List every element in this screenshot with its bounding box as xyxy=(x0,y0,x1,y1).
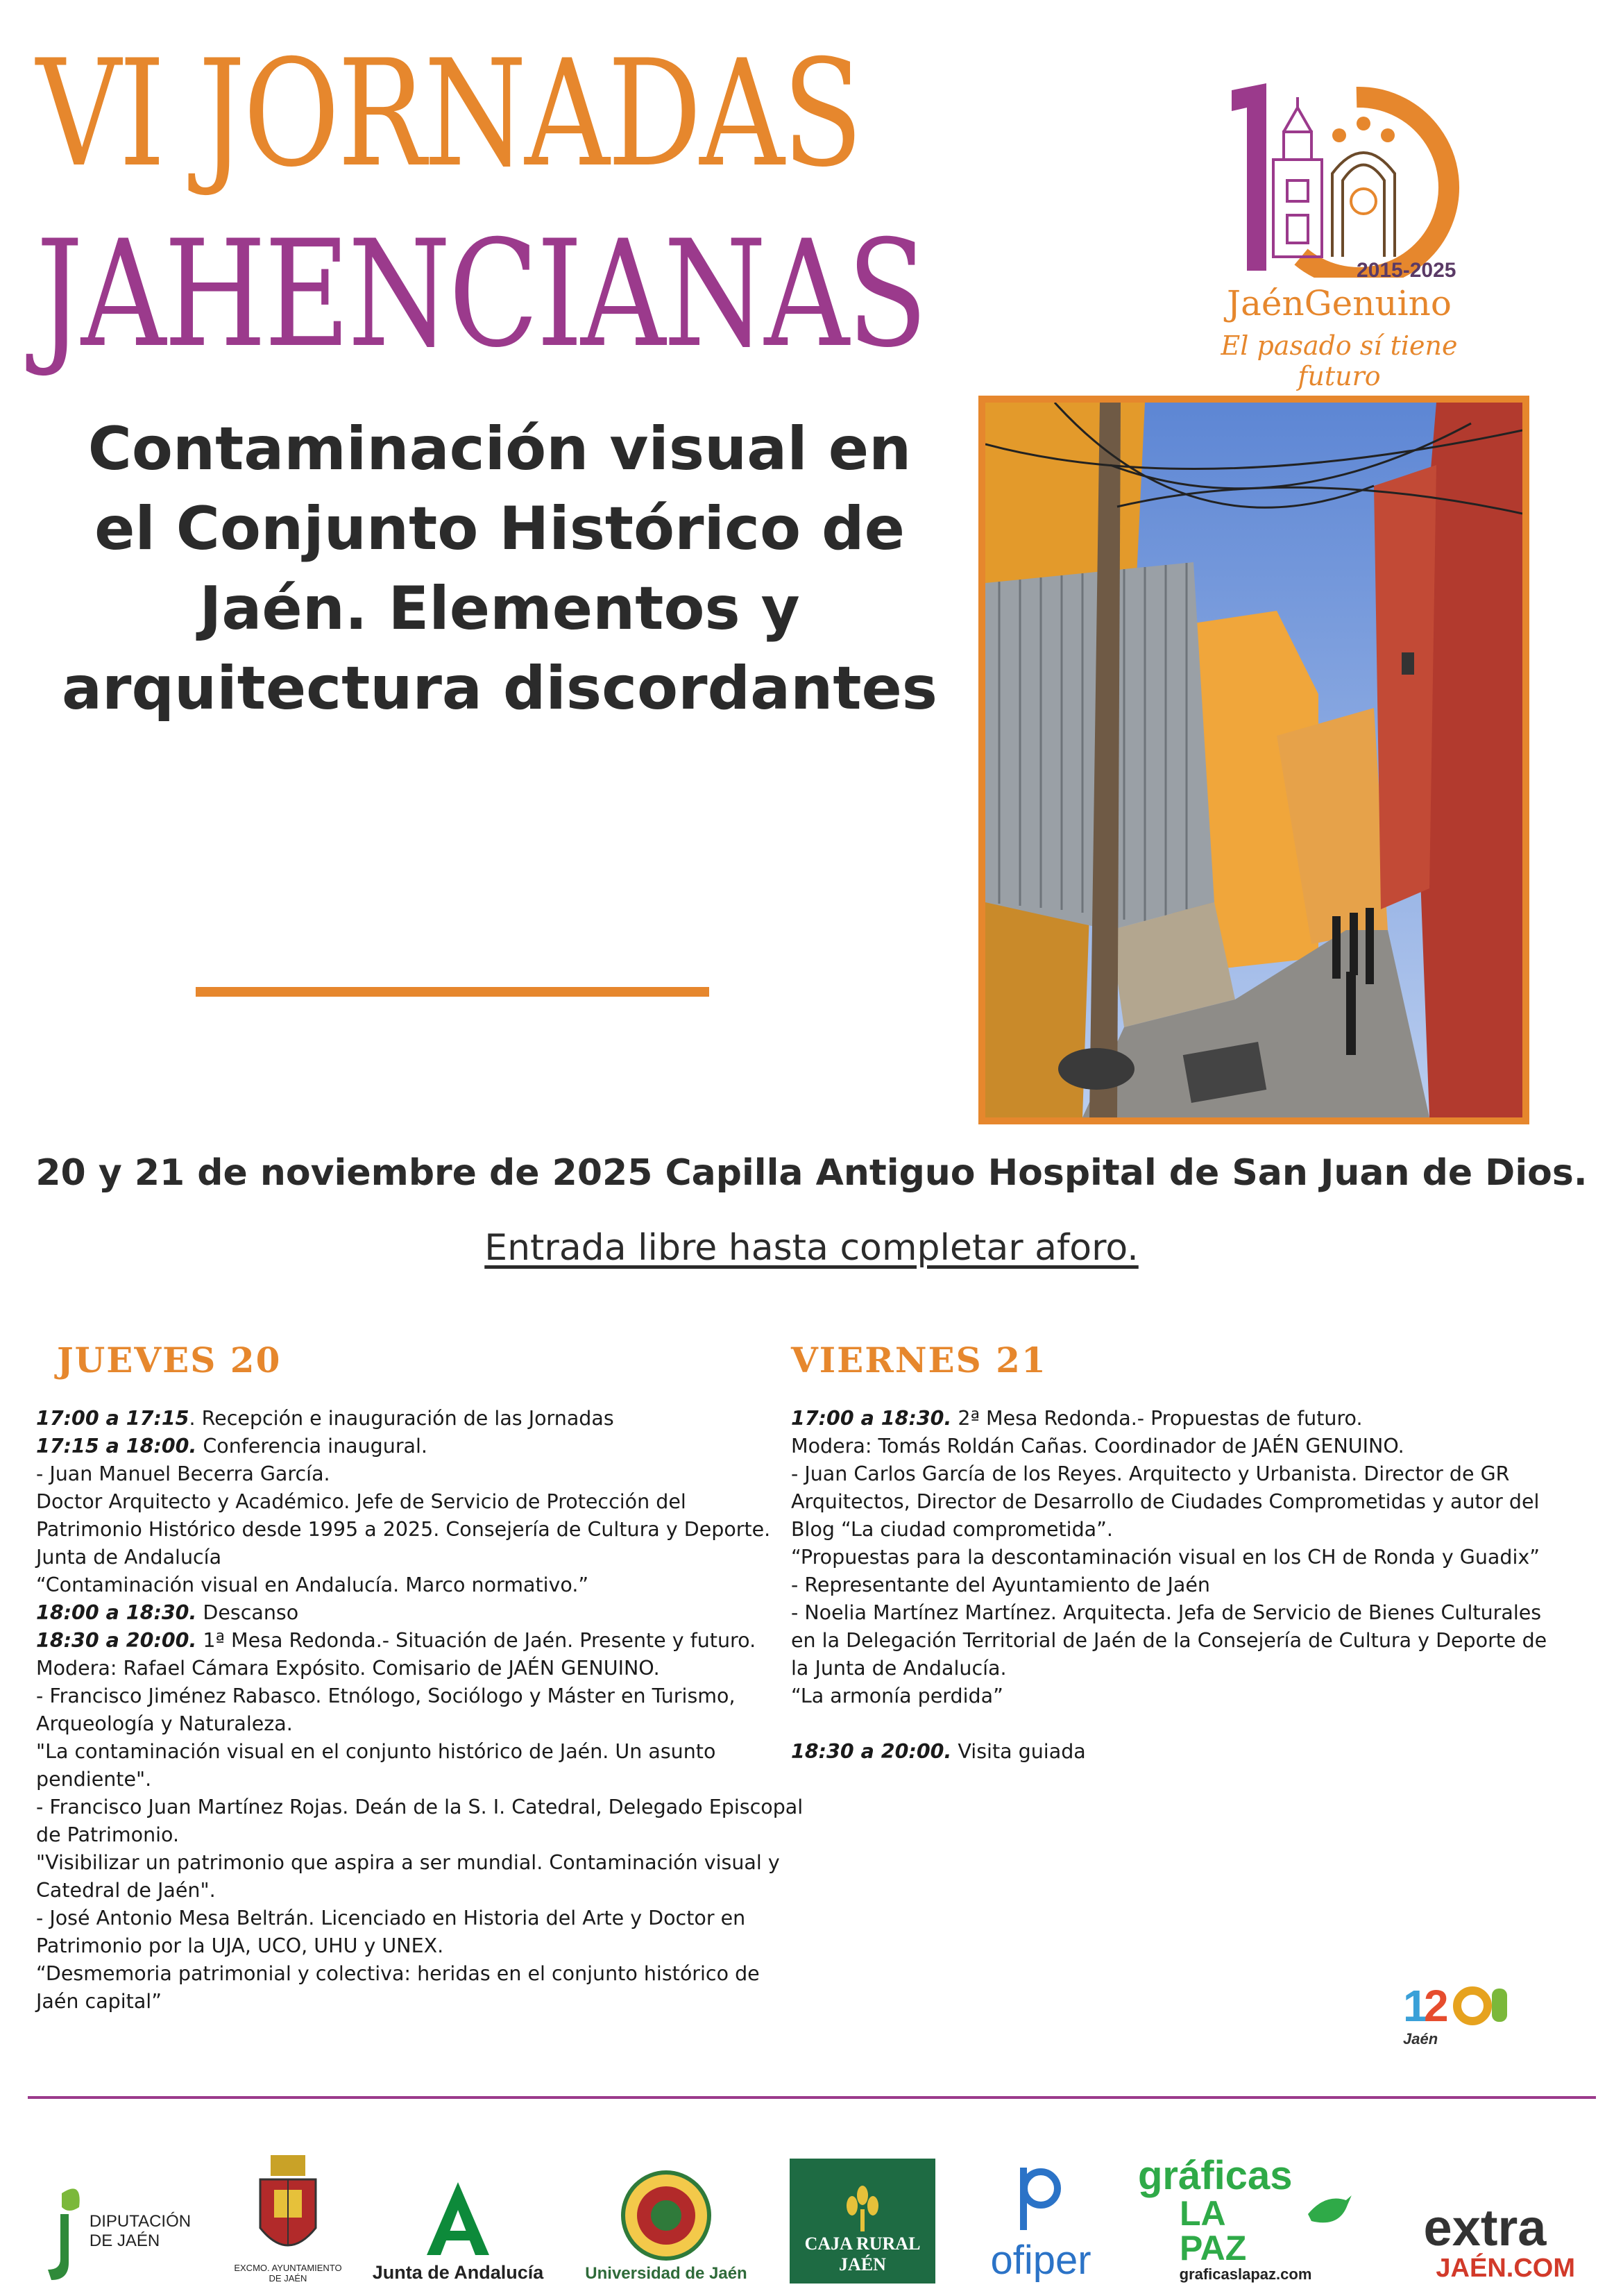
sponsor-ayuntamiento-jaen xyxy=(229,2131,347,2284)
day2-program xyxy=(791,1405,1547,1766)
program-time: 17:15 a 18:00. xyxy=(36,1435,197,1458)
program-text: en la Delegación Territorial de Jaén de la Consejería de Cultura y Deporte de xyxy=(791,1629,1547,1652)
svg-text:1: 1 xyxy=(1403,1981,1428,2030)
program-time: 18:30 a 20:00. xyxy=(791,1740,952,1763)
sponsor-label: DIPUTACIÓN xyxy=(89,2212,192,2231)
program-text: Patrimonio por la UJA, UCO, UHU y UNEX. xyxy=(36,1934,444,1957)
program-line xyxy=(791,1488,1540,1516)
program-line xyxy=(36,1516,772,1544)
title-line-2: JAHENCIANAS xyxy=(36,208,926,380)
program-text: . Recepción e inauguración de las Jornadas xyxy=(189,1407,614,1430)
program-text: la Junta de Andalucía. xyxy=(791,1657,1007,1680)
program-text: “La armonía perdida” xyxy=(791,1685,1003,1707)
program-line xyxy=(36,1655,772,1682)
program-text: Modera: Tomás Roldán Cañas. Coordinador de JAÉN GENUINO. xyxy=(791,1435,1404,1458)
ofiper-icon xyxy=(1013,2161,1069,2237)
subtitle-line: arquitectura discordantes xyxy=(62,654,937,723)
program-text: - Noelia Martínez Martínez. Arquitecta. Jefa de Servicio de Bienes Culturales xyxy=(791,1601,1542,1624)
program-line xyxy=(36,1544,772,1571)
subtitle-line: Jaén. Elementos y xyxy=(199,574,800,643)
day1-heading: JUEVES 20 xyxy=(57,1340,282,1381)
program-line xyxy=(36,1433,772,1460)
program-text: Visita guiada xyxy=(951,1740,1086,1763)
program-line xyxy=(36,1821,772,1849)
program-time: 18:30 a 20:00. xyxy=(36,1629,197,1652)
program-line xyxy=(36,1988,772,2016)
orange-divider xyxy=(196,987,709,997)
program-time: 17:00 a 18:30. xyxy=(791,1407,952,1430)
jaen-1200-text: Jaén xyxy=(1403,2030,1438,2048)
sponsor-diputacion-jaen xyxy=(36,2131,196,2284)
program-text: Descanso xyxy=(196,1601,299,1624)
alley-illustration xyxy=(985,403,1522,1117)
program-text: "La contaminación visual en el conjunto histórico de Jaén. Un asunto xyxy=(36,1740,716,1763)
program-line xyxy=(36,1682,772,1710)
wheat-icon xyxy=(838,2185,887,2234)
program-line xyxy=(791,1682,1527,1710)
entry-note-text: Entrada libre hasta completar aforo. xyxy=(484,1227,1139,1269)
sponsor-label: gráficas xyxy=(1138,2153,1293,2198)
sponsor-label: ofiper xyxy=(990,2238,1091,2283)
program-text: Modera: Rafael Cámara Expósito. Comisario de JAÉN GENUINO. xyxy=(36,1657,660,1680)
sponsor-label: JAÉN.COM xyxy=(1436,2254,1575,2283)
program-line xyxy=(36,1571,772,1599)
program-line xyxy=(791,1405,1527,1433)
program-line xyxy=(36,1849,780,1877)
program-text: - José Antonio Mesa Beltrán. Licenciado en Historia del Arte y Doctor en xyxy=(36,1907,746,1930)
program-line xyxy=(36,1627,772,1655)
sponsor-caja-rural xyxy=(790,2131,935,2284)
day1-program xyxy=(36,1405,804,2016)
sponsor-label: JAÉN xyxy=(839,2254,886,2274)
entry-note xyxy=(0,1227,1623,1269)
logo-slogan: El pasado sí tiene futuro xyxy=(1221,330,1458,391)
program-text: - Juan Manuel Becerra García. xyxy=(36,1462,330,1485)
title-line-1: VI JORNADAS xyxy=(36,28,861,199)
program-text: Catedral de Jaén". xyxy=(36,1879,216,1902)
program-text: Junta de Andalucía xyxy=(36,1546,222,1569)
event-date-place: 20 y 21 de noviembre de 2025 Capilla Antiguo Hospital de San Juan de Dios. xyxy=(35,1152,1588,1194)
day2-heading: VIERNES 21 xyxy=(791,1340,1047,1381)
sponsor-label: EXCMO. AYUNTAMIENTO xyxy=(234,2263,342,2273)
program-line xyxy=(36,1905,772,1932)
program-time: 17:00 a 17:15 xyxy=(36,1407,189,1430)
program-text: 1ª Mesa Redonda.- Situación de Jaén. Presente y futuro. xyxy=(196,1629,756,1652)
program-time: 18:00 a 18:30. xyxy=(36,1601,197,1624)
program-line xyxy=(36,1960,772,1988)
sponsor-label: DE JAÉN xyxy=(269,2273,307,2284)
program-line xyxy=(791,1516,1527,1544)
program-line xyxy=(791,1599,1542,1627)
program-text: Arqueología y Naturaleza. xyxy=(36,1712,293,1735)
jaen-genuino-logo xyxy=(1183,69,1495,391)
program-line xyxy=(791,1433,1527,1460)
diputacion-leaf-icon xyxy=(41,2179,83,2284)
subtitle xyxy=(38,410,961,729)
program-text: “Contaminación visual en Andalucía. Marco normativo.” xyxy=(36,1573,589,1596)
program-line xyxy=(36,1766,772,1793)
program-line xyxy=(791,1710,1527,1738)
sponsor-label: Universidad de Jaén xyxy=(585,2264,747,2283)
program-text: - Juan Carlos García de los Reyes. Arquitecto y Urbanista. Director de GR xyxy=(791,1462,1510,1485)
sponsor-ofiper xyxy=(971,2131,1110,2284)
program-text: “Propuestas para la descontaminación visual en los CH de Ronda y Guadix” xyxy=(791,1546,1540,1569)
program-line xyxy=(791,1544,1540,1571)
program-line xyxy=(791,1655,1527,1682)
program-line xyxy=(36,1488,772,1516)
program-line xyxy=(791,1738,1527,1766)
program-text: pendiente". xyxy=(36,1768,152,1791)
sponsor-graficas-la-paz xyxy=(1138,2131,1353,2284)
program-line xyxy=(791,1627,1547,1655)
purple-divider xyxy=(28,2096,1596,2099)
program-text: Patrimonio Histórico desde 1995 a 2025. Consejería de Cultura y Deporte. xyxy=(36,1518,771,1541)
program-text: de Patrimonio. xyxy=(36,1823,180,1846)
program-text: Jaén capital” xyxy=(36,1990,162,2013)
program-text: - Representante del Ayuntamiento de Jaén xyxy=(791,1573,1210,1596)
logo-name: JaénGenuino xyxy=(1227,283,1452,323)
program-text: Blog “La ciudad comprometida”. xyxy=(791,1518,1113,1541)
sponsor-label: graficaslapaz.com xyxy=(1179,2265,1312,2283)
program-line xyxy=(36,1738,772,1766)
program-text: Doctor Arquitecto y Académico. Jefe de Servicio de Protección del xyxy=(36,1490,686,1513)
sponsor-label: DE JAÉN xyxy=(89,2231,160,2250)
program-text: "Visibilizar un patrimonio que aspira a ser mundial. Contaminación visual y xyxy=(36,1851,780,1874)
program-line xyxy=(36,1405,772,1433)
sponsor-label: extra xyxy=(1423,2199,1547,2256)
program-text: - Francisco Jiménez Rabasco. Etnólogo, Sociólogo y Máster en Turismo, xyxy=(36,1685,736,1707)
program-text: Conferencia inaugural. xyxy=(196,1435,427,1458)
subtitle-line: Contaminación visual en xyxy=(87,414,912,484)
program-line xyxy=(36,1877,772,1905)
sponsor-junta-andalucia xyxy=(368,2131,548,2284)
svg-text:2: 2 xyxy=(1424,1981,1449,2030)
bird-icon xyxy=(1305,2190,1353,2231)
program-line xyxy=(36,1932,772,1960)
junta-andalucia-icon xyxy=(420,2179,496,2262)
logo-years: 2015-2025 xyxy=(1357,259,1456,282)
program-line xyxy=(791,1460,1527,1488)
street-photo xyxy=(978,396,1529,1124)
program-text: Arquitectos, Director de Desarrollo de Ciudades Comprometidas y autor del xyxy=(791,1490,1540,1513)
program-text: “Desmemoria patrimonial y colectiva: heridas en el conjunto histórico de xyxy=(36,1962,760,1985)
program-line xyxy=(36,1793,804,1821)
sponsor-label: LA PAZ xyxy=(1180,2194,1247,2268)
program-line xyxy=(791,1571,1527,1599)
university-seal-icon xyxy=(618,2167,715,2264)
subtitle-line: el Conjunto Histórico de xyxy=(94,494,905,564)
jaen-1200-logo xyxy=(1403,1978,1514,2054)
sponsor-extra-jaen xyxy=(1381,2131,1589,2284)
jaen-1200-icon xyxy=(1403,1978,1514,2030)
sponsor-universidad-jaen xyxy=(576,2131,756,2284)
program-line xyxy=(36,1599,772,1627)
program-text: 2ª Mesa Redonda.- Propuestas de futuro. xyxy=(951,1407,1363,1430)
coat-of-arms-icon xyxy=(250,2152,326,2263)
program-text: - Francisco Juan Martínez Rojas. Deán de la S. I. Catedral, Delegado Episcopal xyxy=(36,1796,804,1818)
anniversary-10-icon xyxy=(1183,69,1495,278)
program-line xyxy=(36,1710,772,1738)
sponsor-label: CAJA RURAL xyxy=(804,2234,921,2254)
program-line xyxy=(36,1460,772,1488)
sponsor-label: Junta de Andalucía xyxy=(372,2262,544,2283)
